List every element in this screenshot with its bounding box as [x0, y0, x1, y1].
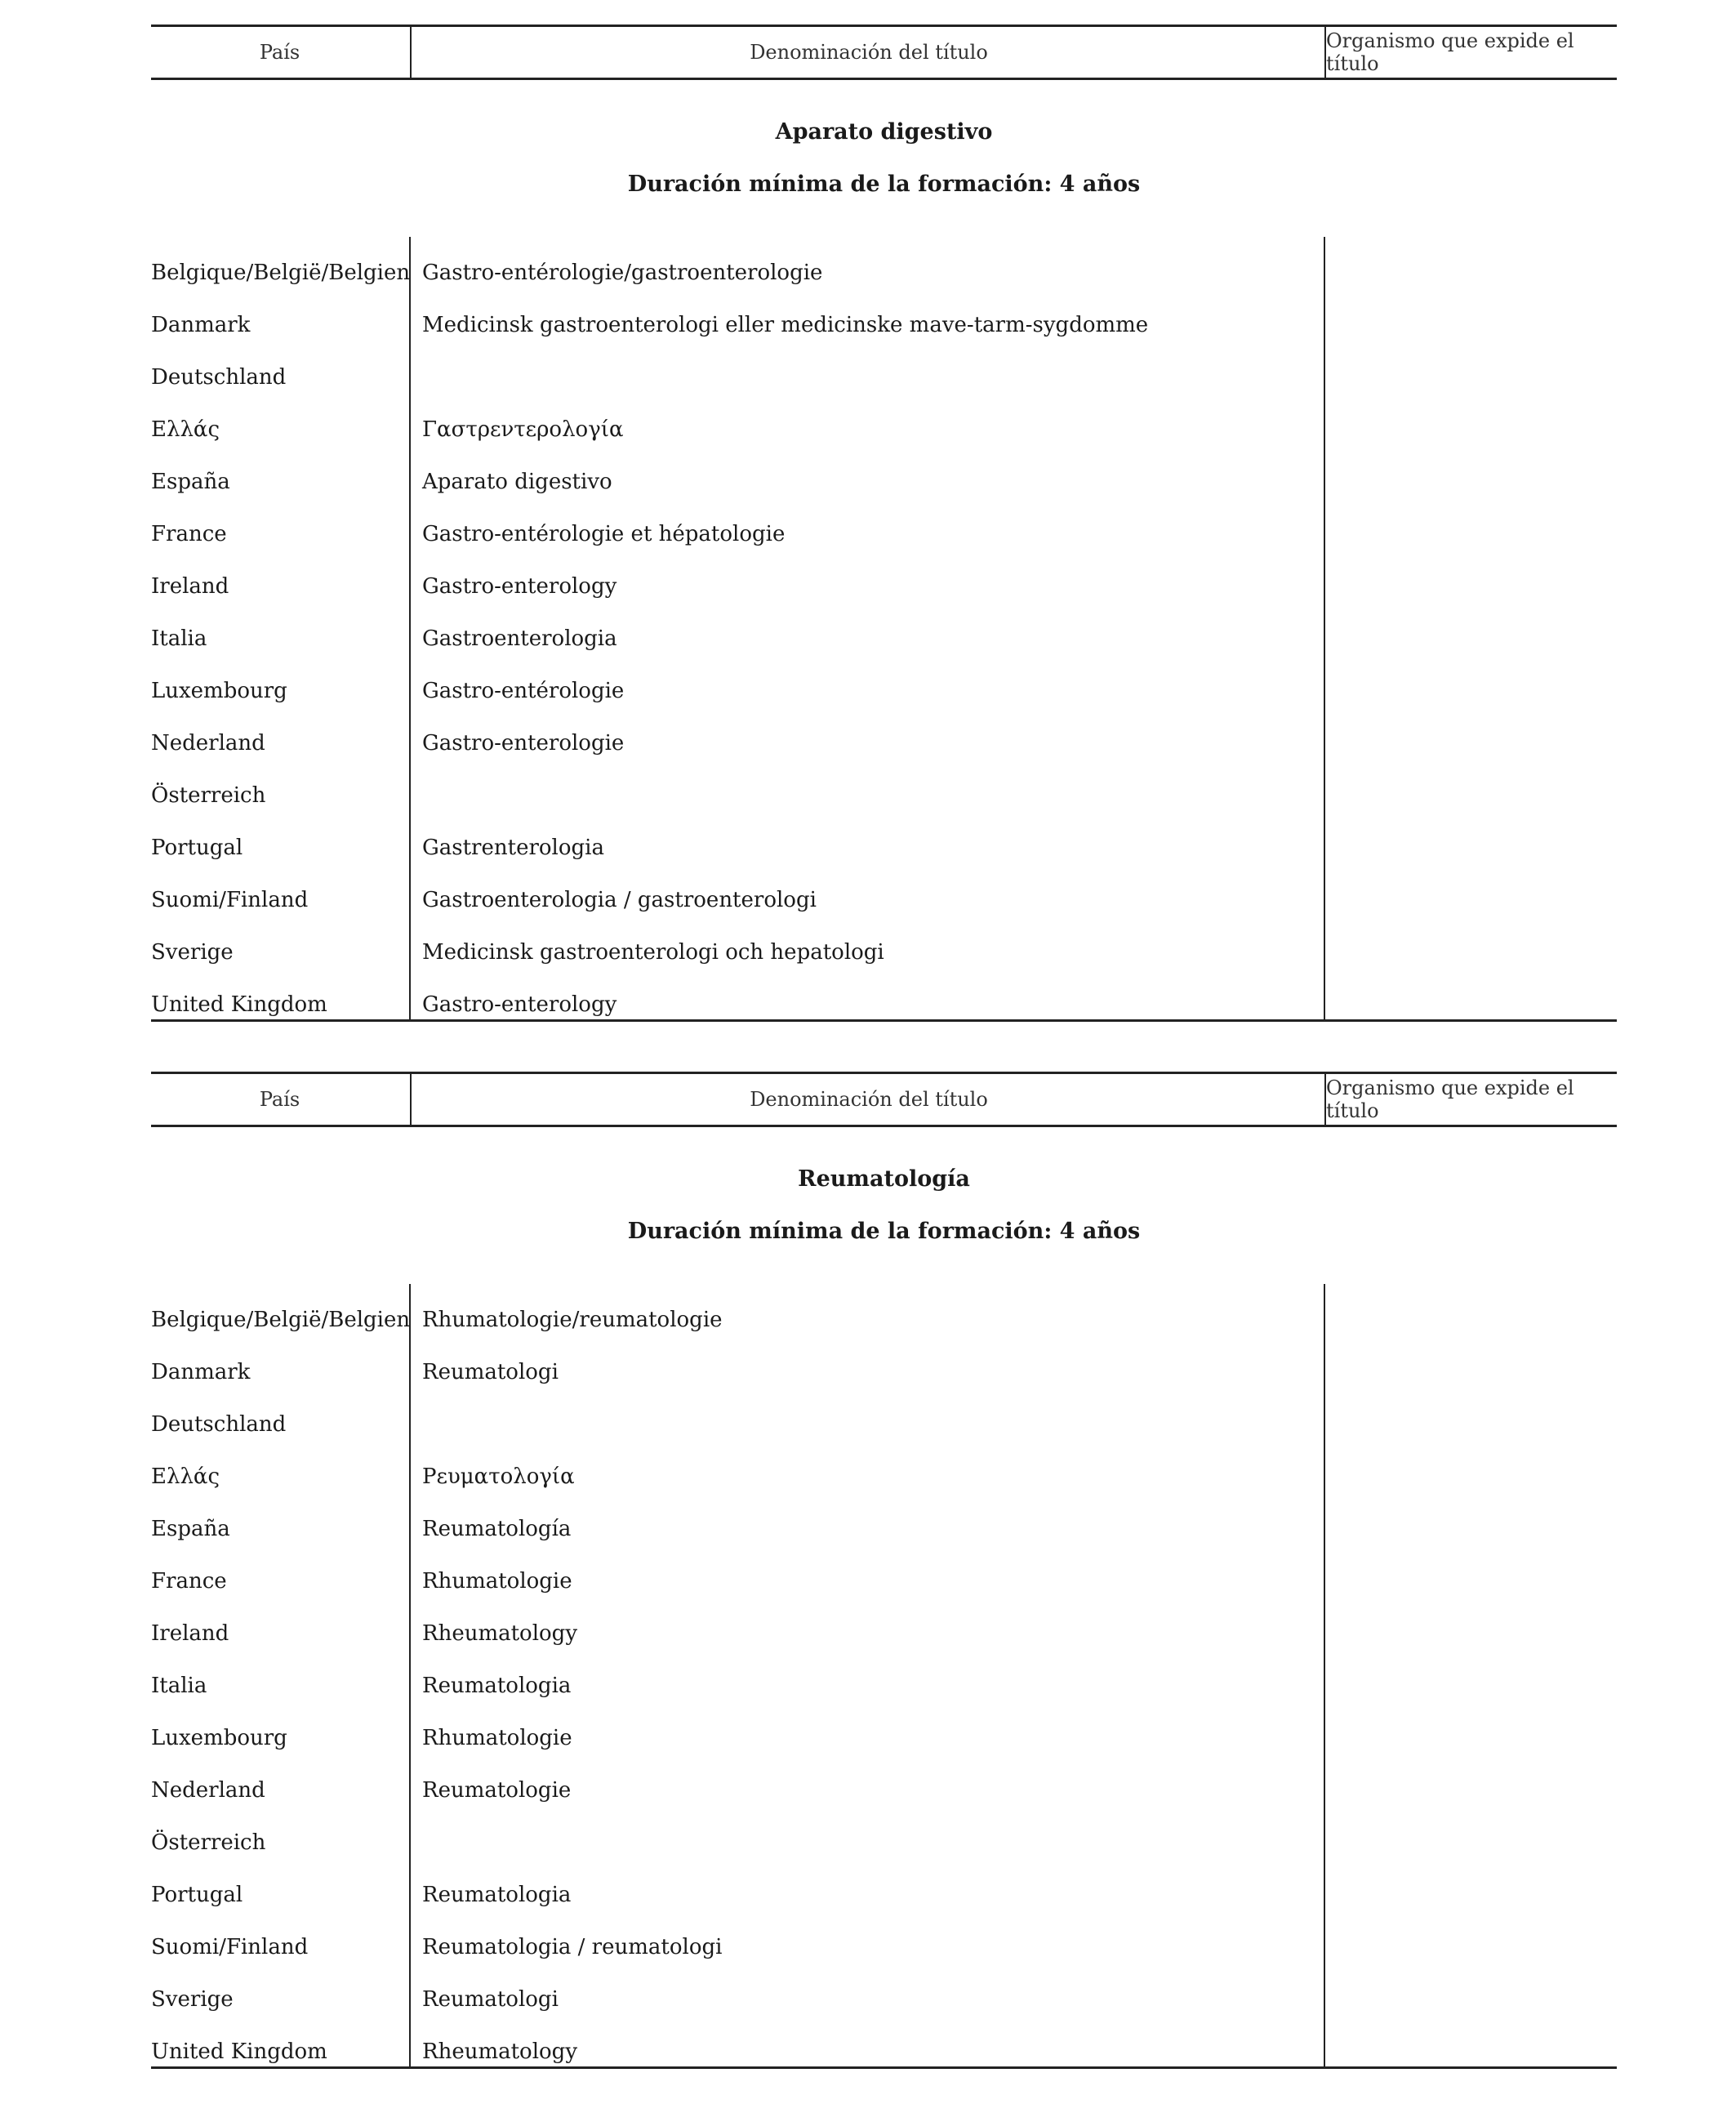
country-cell: Ελλάς	[151, 1464, 220, 1489]
title-name-cell: Gastro-entérologie/gastroenterologie	[422, 261, 823, 285]
table-row	[151, 299, 1617, 351]
country-cell: France	[151, 1569, 227, 1594]
table-row	[151, 247, 1617, 299]
title-name-cell: Rhumatologie/reumatologie	[422, 1308, 723, 1332]
table-row	[151, 2026, 1617, 2078]
country-cell: España	[151, 1517, 230, 1541]
duration-note: Duración mínima de la formación: 4 años	[627, 172, 1141, 197]
specialty-title: Reumatología	[798, 1166, 970, 1192]
table-row	[151, 1921, 1617, 1973]
title-name-cell: Gastrenterologia	[422, 836, 604, 860]
column-header-title-name: Denominación del título	[410, 1074, 1326, 1125]
specialty-title: Aparato digestivo	[775, 119, 993, 145]
title-name-cell: Gastro-enterologie	[422, 731, 625, 756]
country-cell: Österreich	[151, 783, 266, 808]
country-cell: Sverige	[151, 1987, 234, 2012]
title-name-cell: Rhumatologie	[422, 1569, 572, 1594]
country-cell: Suomi/Finland	[151, 1935, 309, 1959]
title-name-cell: Γαστρεντερολογία	[422, 417, 624, 442]
table-header	[151, 25, 1617, 80]
title-name-cell: Reumatologi	[422, 1360, 559, 1384]
country-cell: Sverige	[151, 940, 234, 965]
title-name-cell: Reumatologia	[422, 1674, 572, 1698]
country-cell: United Kingdom	[151, 992, 327, 1017]
title-name-cell: Gastro-enterology	[422, 574, 617, 599]
table-section-aparato-digestivo	[151, 25, 1617, 1022]
table-row	[151, 560, 1617, 613]
country-cell: Nederland	[151, 1778, 265, 1803]
table-row	[151, 874, 1617, 926]
country-cell: Portugal	[151, 836, 243, 860]
title-name-cell: Medicinsk gastroenterologi och hepatologi	[422, 940, 884, 965]
country-cell: Nederland	[151, 731, 265, 756]
table-row	[151, 351, 1617, 403]
country-cell: France	[151, 522, 227, 546]
country-cell: Luxembourg	[151, 679, 287, 703]
table-body	[151, 237, 1617, 1022]
country-cell: Ireland	[151, 574, 229, 599]
table-row	[151, 665, 1617, 717]
table-row	[151, 1451, 1617, 1503]
table-row	[151, 1398, 1617, 1451]
table-row	[151, 1973, 1617, 2026]
country-cell: Deutschland	[151, 1412, 287, 1437]
title-name-cell: Rhumatologie	[422, 1726, 572, 1750]
title-name-cell: Gastroenterologia	[422, 626, 617, 651]
table-body	[151, 1284, 1617, 2069]
title-name-cell: Gastroenterologia / gastroenterologi	[422, 888, 817, 912]
title-name-cell: Aparato digestivo	[422, 470, 612, 494]
title-name-cell: Reumatologia / reumatologi	[422, 1935, 723, 1959]
table-rows	[151, 1294, 1617, 2078]
column-header-country: País	[259, 1088, 300, 1111]
table-row	[151, 613, 1617, 665]
table-row	[151, 1817, 1617, 1869]
table-row	[151, 926, 1617, 978]
country-cell: Belgique/België/Belgien	[151, 261, 411, 285]
country-cell: Ελλάς	[151, 417, 220, 442]
column-header-title-name: Denominación del título	[410, 27, 1326, 78]
country-cell: Portugal	[151, 1883, 243, 1907]
title-name-cell: Reumatología	[422, 1517, 572, 1541]
table-row	[151, 1607, 1617, 1660]
table-row	[151, 978, 1617, 1031]
table-row	[151, 1712, 1617, 1764]
country-cell: Italia	[151, 1674, 207, 1698]
table-row	[151, 1764, 1617, 1817]
table-row	[151, 1869, 1617, 1921]
title-name-cell: Rheumatology	[422, 2039, 578, 2064]
country-cell: Suomi/Finland	[151, 888, 309, 912]
table-row	[151, 1503, 1617, 1555]
country-cell: Ireland	[151, 1621, 229, 1646]
column-header-issuer: Organismo que expide el título	[1324, 1074, 1618, 1125]
table-header	[151, 1072, 1617, 1127]
table-row	[151, 403, 1617, 456]
table-row	[151, 1660, 1617, 1712]
column-header-issuer: Organismo que expide el título	[1324, 27, 1618, 78]
table-row	[151, 717, 1617, 769]
table-row	[151, 769, 1617, 822]
country-cell: Italia	[151, 626, 207, 651]
title-name-cell: Rheumatology	[422, 1621, 578, 1646]
table-row	[151, 1346, 1617, 1398]
table-rows	[151, 247, 1617, 1031]
country-cell: Österreich	[151, 1830, 266, 1855]
table-section-reumatologia	[151, 1072, 1617, 2069]
title-name-cell: Gastro-entérologie	[422, 679, 625, 703]
table-row	[151, 1555, 1617, 1607]
title-name-cell: Reumatologie	[422, 1778, 572, 1803]
table-row	[151, 508, 1617, 560]
country-cell: Belgique/België/Belgien	[151, 1308, 411, 1332]
country-cell: United Kingdom	[151, 2039, 327, 2064]
table-row	[151, 1294, 1617, 1346]
country-cell: Danmark	[151, 1360, 251, 1384]
country-cell: Luxembourg	[151, 1726, 287, 1750]
title-name-cell: Reumatologia	[422, 1883, 572, 1907]
country-cell: Danmark	[151, 313, 251, 337]
duration-note: Duración mínima de la formación: 4 años	[627, 1219, 1141, 1244]
column-header-country: País	[259, 41, 300, 64]
country-cell: Deutschland	[151, 365, 287, 390]
country-cell: España	[151, 470, 230, 494]
title-name-cell: Medicinsk gastroenterologi eller medicinske mave-tarm-sygdomme	[422, 313, 1149, 337]
table-row	[151, 456, 1617, 508]
table-row	[151, 822, 1617, 874]
title-name-cell: Reumatologi	[422, 1987, 559, 2012]
title-name-cell: Gastro-enterology	[422, 992, 617, 1017]
title-name-cell: Ρευματολογία	[422, 1464, 575, 1489]
title-name-cell: Gastro-entérologie et hépatologie	[422, 522, 786, 546]
